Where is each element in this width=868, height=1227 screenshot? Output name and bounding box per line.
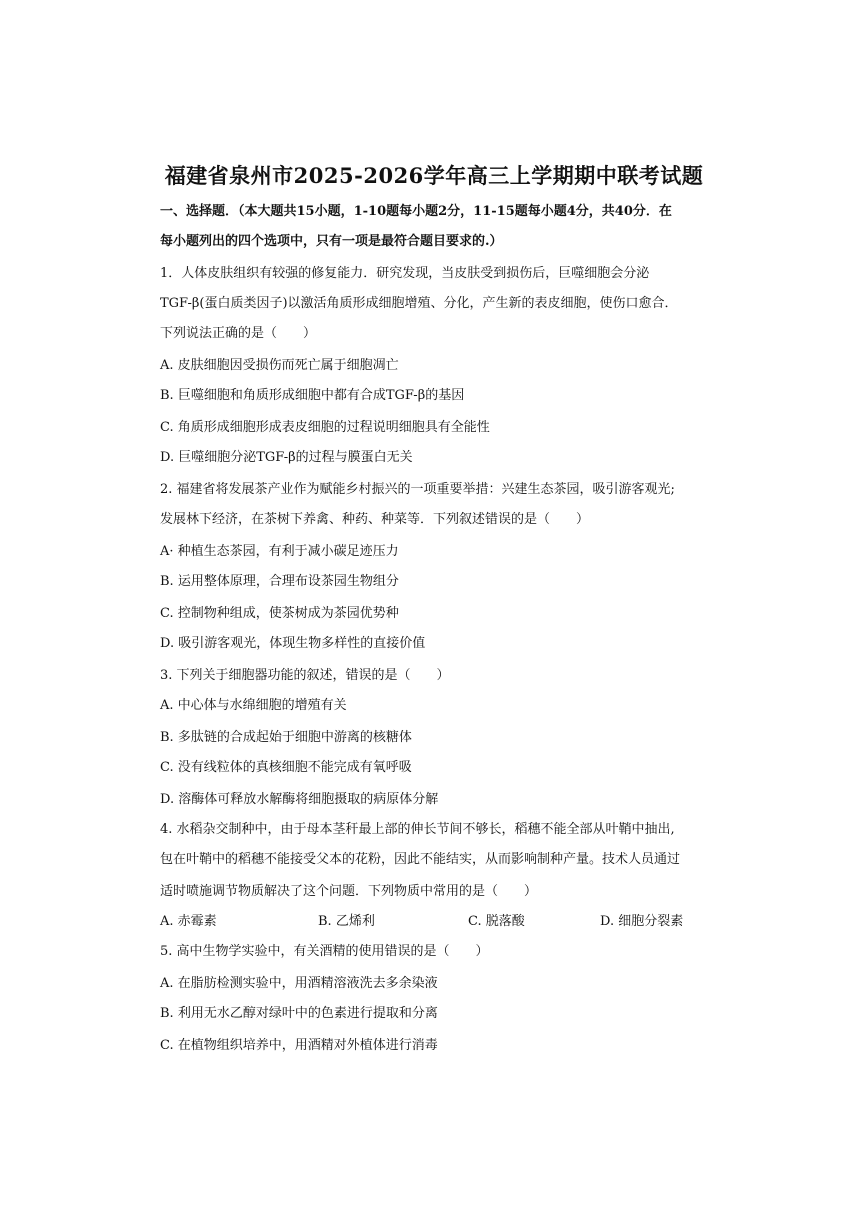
- q2-stem-line2: 发展林下经济，在茶树下养禽、种药、种菜等．下列叙述错误的是（ ）: [160, 512, 590, 527]
- q3-option-b: B. 多肽链的合成起始于细胞中游离的核糖体: [160, 730, 412, 745]
- q4-option-d: D. 细胞分裂素: [600, 914, 684, 929]
- q1-stem-line3: 下列说法正确的是（ ）: [160, 326, 317, 341]
- section-heading-line1: 一、选择题．（本大题共15小题，1-10题每小题2分，11-15题每小题4分，共40分．在: [160, 204, 672, 219]
- q3-option-c: C. 没有线粒体的真核细胞不能完成有氧呼吸: [160, 760, 412, 775]
- q5-stem-line1: 5. 高中生物学实验中，有关酒精的使用错误的是（ ）: [160, 944, 489, 959]
- q1-option-b: B. 巨噬细胞和角质形成细胞中都有合成TGF-β的基因: [160, 388, 465, 403]
- q1-stem-line1: 1．人体皮肤组织有较强的修复能力．研究发现，当皮肤受到损伤后，巨噬细胞会分泌: [160, 266, 650, 281]
- section-heading-line2: 每小题列出的四个选项中，只有一项是最符合题目要求的.）: [160, 234, 503, 249]
- q4-stem-line2: 包在叶鞘中的稻穗不能接受父本的花粉，因此不能结实，从而影响制种产量。技术人员通过: [160, 852, 681, 867]
- q2-stem-line1: 2. 福建省将发展茶产业作为赋能乡村振兴的一项重要举措：兴建生态茶园，吸引游客观光;: [160, 482, 675, 497]
- exam-title: 福建省泉州市2025-2026学年高三上学期期中联考试题: [164, 163, 704, 188]
- q1-option-d: D. 巨噬细胞分泌TGF-β的过程与膜蛋白无关: [160, 450, 413, 465]
- q5-option-a: A. 在脂肪检测实验中，用酒精溶液洗去多余染液: [160, 976, 438, 991]
- q4-option-a: A. 赤霉素: [160, 914, 217, 929]
- q1-option-c: C. 角质形成细胞形成表皮细胞的过程说明细胞具有全能性: [160, 420, 490, 435]
- q3-stem-line1: 3. 下列关于细胞器功能的叙述，错误的是（ ）: [160, 668, 450, 683]
- q4-stem-line3: 适时喷施调节物质解决了这个问题．下列物质中常用的是（ ）: [160, 884, 538, 899]
- q2-option-b: B. 运用整体原理，合理布设茶园生物组分: [160, 574, 399, 589]
- q4-option-c: C. 脱落酸: [468, 914, 525, 929]
- q3-option-a: A. 中心体与水绵细胞的增殖有关: [160, 698, 347, 713]
- q4-option-b: B. 乙烯利: [318, 914, 375, 929]
- q5-option-c: C. 在植物组织培养中，用酒精对外植体进行消毒: [160, 1038, 438, 1053]
- q2-option-c: C. 控制物种组成，使茶树成为茶园优势种: [160, 606, 399, 621]
- q2-option-d: D. 吸引游客观光，体现生物多样性的直接价值: [160, 636, 426, 651]
- q3-option-d: D. 溶酶体可释放水解酶将细胞摄取的病原体分解: [160, 792, 439, 807]
- q1-option-a: A. 皮肤细胞因受损伤而死亡属于细胞凋亡: [160, 358, 399, 373]
- q2-option-a: A· 种植生态茶园，有利于减小碳足迹压力: [160, 544, 399, 559]
- q5-option-b: B. 利用无水乙醇对绿叶中的色素进行提取和分离: [160, 1006, 438, 1021]
- q4-stem-line1: 4. 水稻杂交制种中，由于母本茎秆最上部的伸长节间不够长，稻穗不能全部从叶鞘中抽出,: [160, 822, 675, 837]
- q1-stem-line2: TGF-β(蛋白质类因子)以激活角质形成细胞增殖、分化，产生新的表皮细胞，使伤口愈合．: [160, 296, 678, 311]
